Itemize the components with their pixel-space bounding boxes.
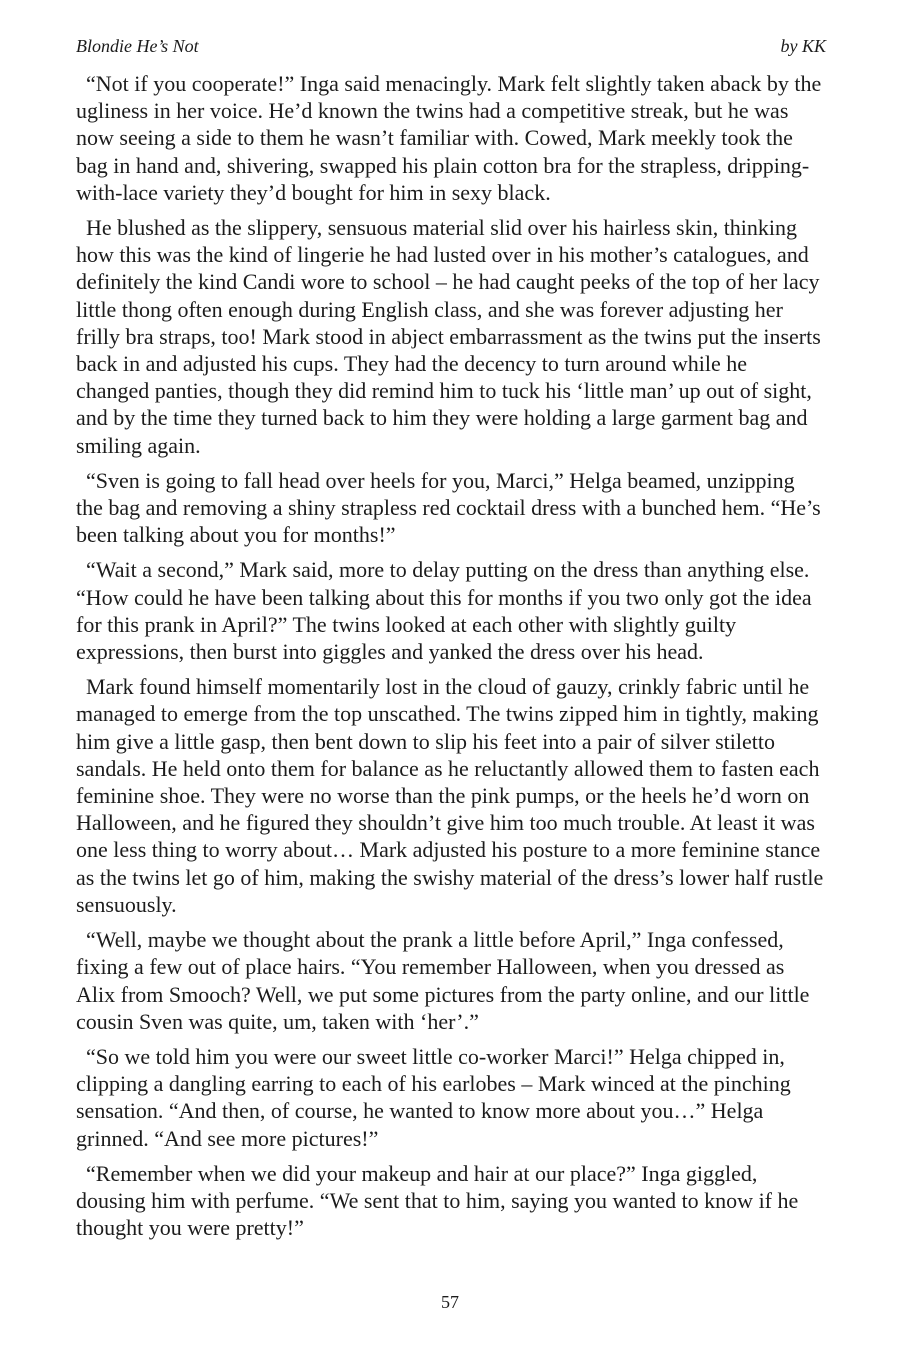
paragraph: “Remember when we did your makeup and hair at our place?” Inga giggled, dousing him with perfume. “We sent that to him, saying you wanted to know if he thought you were pretty!” <box>76 1160 799 1241</box>
paragraph: “So we told him you were our sweet little co-worker Marci!” Helga chipped in, clipping a dangling earring to each of his earlobes – Mark winced at the pinching sensation. “And then, of course, he wanted to know more about you…” Helga grinned. “And see more pictures!” <box>76 1043 791 1151</box>
body-text <box>76 70 824 1249</box>
running-header-title: Blondie He’s Not <box>76 36 199 56</box>
paragraph: He blushed as the slippery, sensuous material slid over his hairless skin, thinking how this was the kind of lingerie he had lusted over in his mother’s catalogues, and definitely the kind Candi wore to school – he had caught peeks of the top of her lacy little thong often enough during English class, and she was forever adjusting her frilly bra straps, too! Mark stood in abject embarrassment as the twins put the inserts back in and adjusted his cups. They had the decency to turn around while he changed panties, though they did remind him to tuck his ‘little man’ up out of sight, and by the time they turned back to him they were holding a large garment bag and smiling again. <box>76 215 821 458</box>
paragraph: “Not if you cooperate!” Inga said menacingly. Mark felt slightly taken aback by the ugliness in her voice. He’d known the twins had a competitive streak, but he was now seeing a side to them he wasn’t familiar with. Cowed, Mark meekly took the bag in hand and, shivering, swapped his plain cotton bra for the strapless, dripping-with-lace variety they’d bought for him in sexy black. <box>76 71 822 205</box>
paragraph: “Wait a second,” Mark said, more to delay putting on the dress than anything else. “How could he have been talking about this for months if you two only got the idea for this prank in April?” The twins looked at each other with slightly guilty expressions, then burst into giggles and yanked the dress over his head. <box>76 557 812 665</box>
running-header <box>76 34 826 58</box>
paragraph: Mark found himself momentarily lost in the cloud of gauzy, crinkly fabric until he managed to emerge from the top unscathed. The twins zipped him in tightly, making him give a little gasp, then bent down to slip his feet into a pair of silver stiletto sandals. He held onto them for balance as he reluctantly allowed them to fasten each feminine shoe. They were no worse than the pink pumps, or the heels he’d worn on Halloween, and he figured they shouldn’t give him too much trouble. At least it was one less thing to worry about… Mark adjusted his posture to a more feminine stance as the twins let go of him, making the swishy material of the dress’s lower half rustle sensuously. <box>76 674 824 917</box>
paragraph: “Well, maybe we thought about the prank a little before April,” Inga confessed, fixing a few out of place hairs. “You remember Halloween, when you dressed as Alix from Smooch? Well, we put some pictures from the party online, and our little cousin Sven was quite, um, taken with ‘her’.” <box>76 927 810 1034</box>
paragraph: “Sven is going to fall head over heels for you, Marci,” Helga beamed, unzipping the bag and removing a shiny strapless red cocktail dress with a bunched hem. “He’s been talking about you for months!” <box>76 467 821 548</box>
running-header-author: by KK <box>780 36 826 56</box>
page-number: 57 <box>441 1292 459 1312</box>
